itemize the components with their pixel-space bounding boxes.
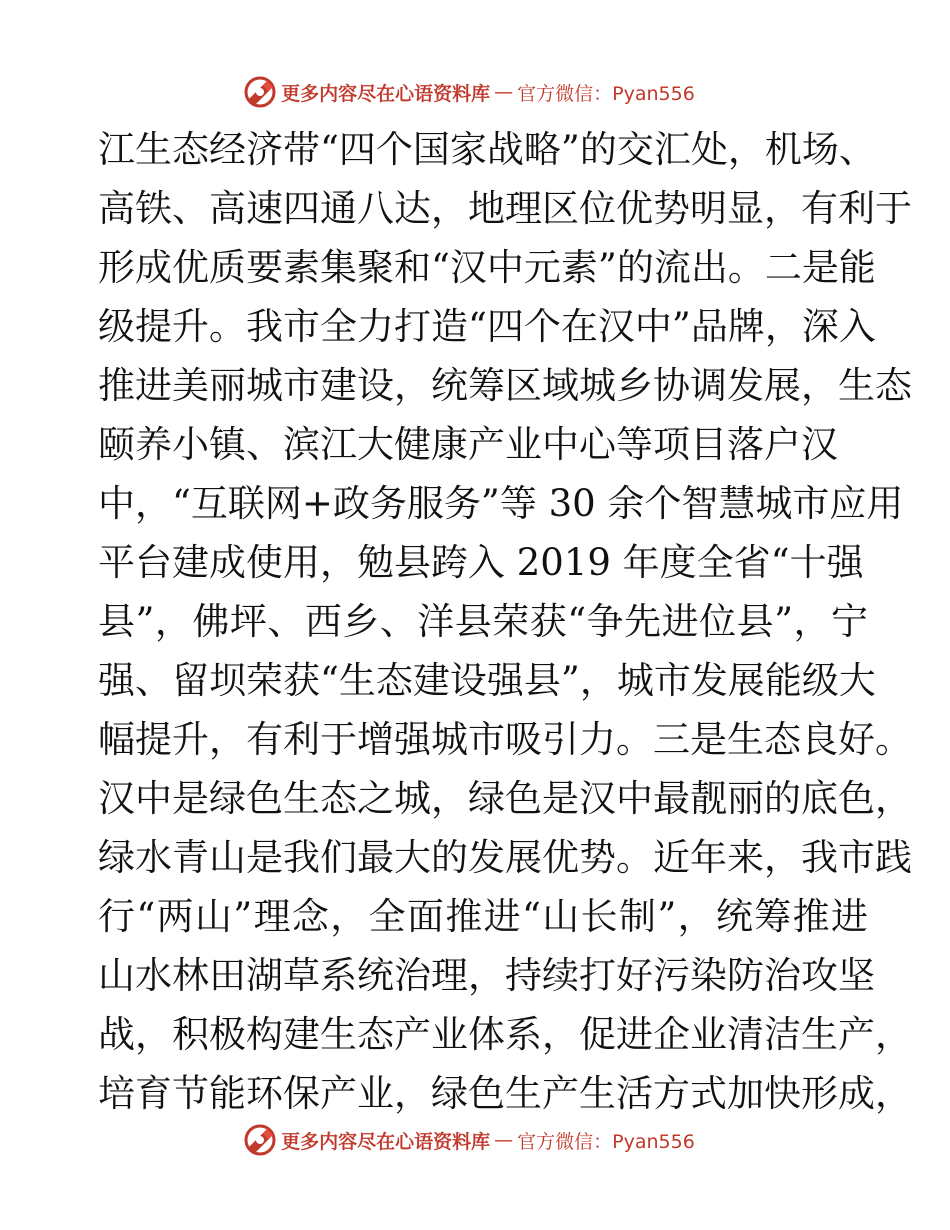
header-banner bbox=[0, 72, 950, 112]
text-line: 县”，佛坪、西乡、洋县荣获“争先进位县”，宁 bbox=[98, 600, 868, 643]
text-line: 颐养小镇、滨江大健康产业中心等项目落户汉 bbox=[98, 423, 838, 466]
text-line: 平台建成使用，勉县跨入 2019 年度全省“十强 bbox=[98, 541, 864, 584]
text-line: 山水林田湖草系统治理，持续打好污染防治攻坚 bbox=[98, 954, 875, 997]
banner-account: 官方微信：Pyan556 bbox=[517, 1130, 695, 1153]
text-line: 培育节能环保产业，绿色生产生活方式加快形成， bbox=[98, 1072, 912, 1115]
banner-title: 更多内容尽在心语资料库 bbox=[281, 1130, 491, 1153]
text-line: 中，“互联网+政务服务”等 30 余个智慧城市应用 bbox=[98, 482, 904, 525]
text-line: 江生态经济带“四个国家战略”的交汇处，机场、 bbox=[98, 128, 876, 171]
logo-icon bbox=[243, 1123, 277, 1157]
text-line: 汉中是绿色生态之城，绿色是汉中最靓丽的底色， bbox=[98, 777, 912, 820]
text-line: 高铁、高速四通八达，地理区位优势明显，有利于 bbox=[98, 187, 912, 230]
banner-separator: — bbox=[494, 81, 514, 103]
banner-title: 更多内容尽在心语资料库 bbox=[281, 82, 491, 105]
text-line: 推进美丽城市建设，统筹区域城乡协调发展，生态 bbox=[98, 364, 912, 407]
text-line: 强、留坝荣获“生态建设强县”，城市发展能级大 bbox=[98, 659, 876, 702]
logo-icon bbox=[243, 75, 277, 109]
footer-banner bbox=[0, 1120, 950, 1160]
banner-account: 官方微信：Pyan556 bbox=[517, 82, 695, 105]
text-line: 形成优质要素集聚和“汉中元素”的流出。二是能 bbox=[98, 246, 876, 289]
banner-separator: — bbox=[494, 1129, 514, 1151]
text-line: 行“两山”理念，全面推进“山长制”，统筹推进 bbox=[98, 895, 868, 938]
text-line: 幅提升，有利于增强城市吸引力。三是生态良好。 bbox=[98, 718, 912, 761]
text-line: 战，积极构建生态产业体系，促进企业清洁生产， bbox=[98, 1013, 912, 1056]
text-line: 绿水青山是我们最大的发展优势。近年来，我市践 bbox=[98, 836, 912, 879]
document-body bbox=[98, 120, 912, 1123]
text-line: 级提升。我市全力打造“四个在汉中”品牌，深入 bbox=[98, 305, 876, 348]
